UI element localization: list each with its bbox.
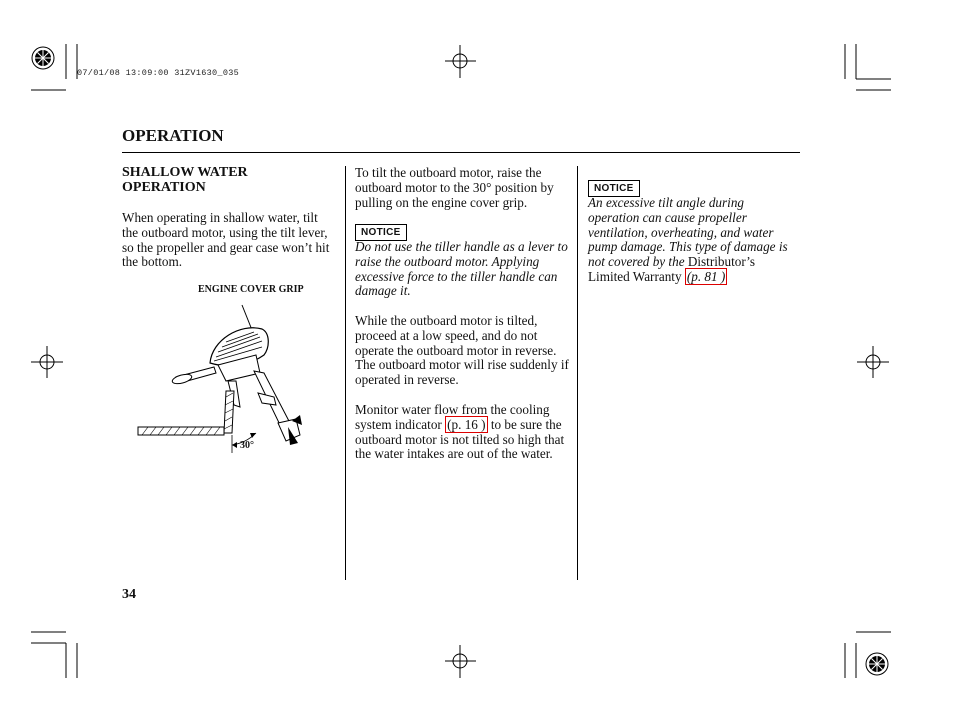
- cooling-text-before: Monitor water flow from the cooling system indicator: [355, 402, 550, 432]
- cooling-indicator-paragraph: [355, 403, 571, 462]
- starburst-mark-bottom-right: [866, 653, 888, 675]
- cooling-text-after: to be sure the outboard motor is not tilted so high that the water intakes are out of the water.: [355, 416, 565, 462]
- column-divider-2: [577, 166, 578, 580]
- notice-label: NOTICE: [588, 180, 640, 197]
- figure-label-angle: 30°: [240, 440, 254, 451]
- shallow-water-intro: When operating in shallow water, tilt the outboard motor, using the tilt lever, so the propeller and gear case won’t hit the bottom.: [122, 210, 330, 270]
- starburst-mark-top-left: [32, 47, 54, 69]
- page-ref-81-link[interactable]: (p. 81 ): [686, 268, 726, 284]
- subsection-title-line2: OPERATION: [122, 180, 206, 195]
- figure-label-grip: ENGINE COVER GRIP: [198, 284, 304, 295]
- reverse-warning: While the outboard motor is tilted, proceed at a low speed, and do not operate the outboard motor in reverse. The outboard motor will rise suddenly if operated in reverse.: [355, 313, 569, 388]
- notice-label: NOTICE: [355, 224, 407, 241]
- column-divider-1: [345, 166, 346, 580]
- notice-text-tilt-angle: An excessive tilt angle during operation can cause propeller ventilation, overheating, and water pump damage. This type of damage is not covered by the: [588, 195, 788, 270]
- subsection-title-line1: SHALLOW WATER: [122, 165, 248, 180]
- header-rule: [122, 152, 800, 153]
- tilt-instructions: To tilt the outboard motor, raise the outboard motor to the 30° position by pulling on the engine cover grip.: [355, 165, 554, 210]
- section-title: OPERATION: [122, 126, 224, 145]
- print-stamp: 07/01/08 13:09:00 31ZV1630_035: [77, 68, 240, 78]
- subsection-title: [122, 165, 322, 195]
- page-ref-16-link[interactable]: (p. 16 ): [447, 416, 486, 432]
- page-number: 34: [122, 587, 136, 602]
- warranty-text: Distributor’s Limited Warranty: [588, 254, 756, 284]
- notice-text-tiller: Do not use the tiller handle as a lever to raise the outboard motor. Applying excessive force to the tiller handle can damage it.: [355, 239, 568, 299]
- outboard-tilt-illustration: [130, 295, 330, 455]
- tilt-angle-notice: [588, 196, 794, 285]
